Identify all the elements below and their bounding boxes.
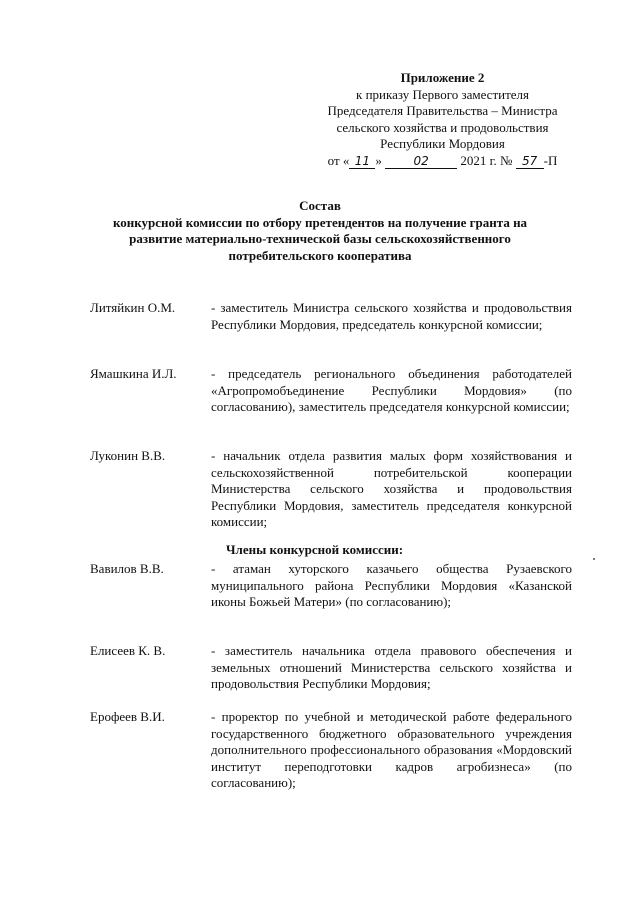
appendix-line: сельского хозяйства и продовольствия [336,119,549,135]
member-duty: - начальник отдела развития малых форм хозяйствования и сельскохозяйственной потребительской кооперации Министерства сельского хозяйства и продовольствия Республики Мордовия, заместитель председателя конкурсной комиссии; [211,448,572,529]
order-year: 2021 г. № [460,152,513,168]
scan-speck [593,558,595,560]
appendix-title: Приложение 2 [400,70,485,85]
order-prefix: от « [327,152,350,168]
member-duty: - заместитель Министра сельского хозяйства и продовольствия Республики Мордовия, председатель конкурсной комиссии; [211,300,572,332]
order-number-handwritten: 57 [516,154,544,169]
member-duty: - проректор по учебной и методической работе федерального государственного бюджетного образовательного учреждения дополнительного профессионального образования «Мордовский институт переподготовки кадров агробизнеса» (по согласованию); [211,709,572,790]
appendix-line: к приказу Первого заместителя [356,86,529,102]
order-month-handwritten: 02 [385,154,457,169]
member-name: Луконин В.В. [90,448,166,463]
member-duty: - заместитель начальника отдела правового обеспечения и земельных отношений Министерства сельского хозяйства и продовольствия Республики Мордовия; [211,643,572,691]
member-name: Литяйкин О.М. [90,300,176,315]
order-day-handwritten: 11 [349,154,375,169]
member-name: Ерофеев В.И. [90,709,165,724]
member-name: Елисеев К. В. [90,643,166,658]
member-name: Ямашкина И.Л. [90,366,177,381]
heading-title: Состав [299,198,341,213]
document-heading [90,198,550,264]
member-duty: - атаман хуторского казачьего общества Рузаевского муниципального района Республики Мордовия «Казанской иконы Божьей Матери» (по согласованию); [211,561,572,609]
appendix-line: Республики Мордовия [380,136,505,151]
order-suffix: -П [543,152,558,168]
member-duty: - председатель регионального объединения работодателей «Агропромобъединение Республики Мордовия» (по согласованию), заместитель председателя конкурсной комиссии; [211,366,572,414]
appendix-line: Председателя Правительства – Министра [327,103,558,118]
member-name: Вавилов В.В. [90,561,164,576]
appendix-header [300,70,585,169]
heading-subtitle: конкурсной комиссии по отбору претендентов на получение гранта на развитие материально-технической базы сельскохозяйственного потребительского кооператива [112,214,528,263]
order-mid: » [375,152,382,168]
members-heading: Члены конкурсной комиссии: [226,542,404,557]
order-date-line [300,153,585,170]
